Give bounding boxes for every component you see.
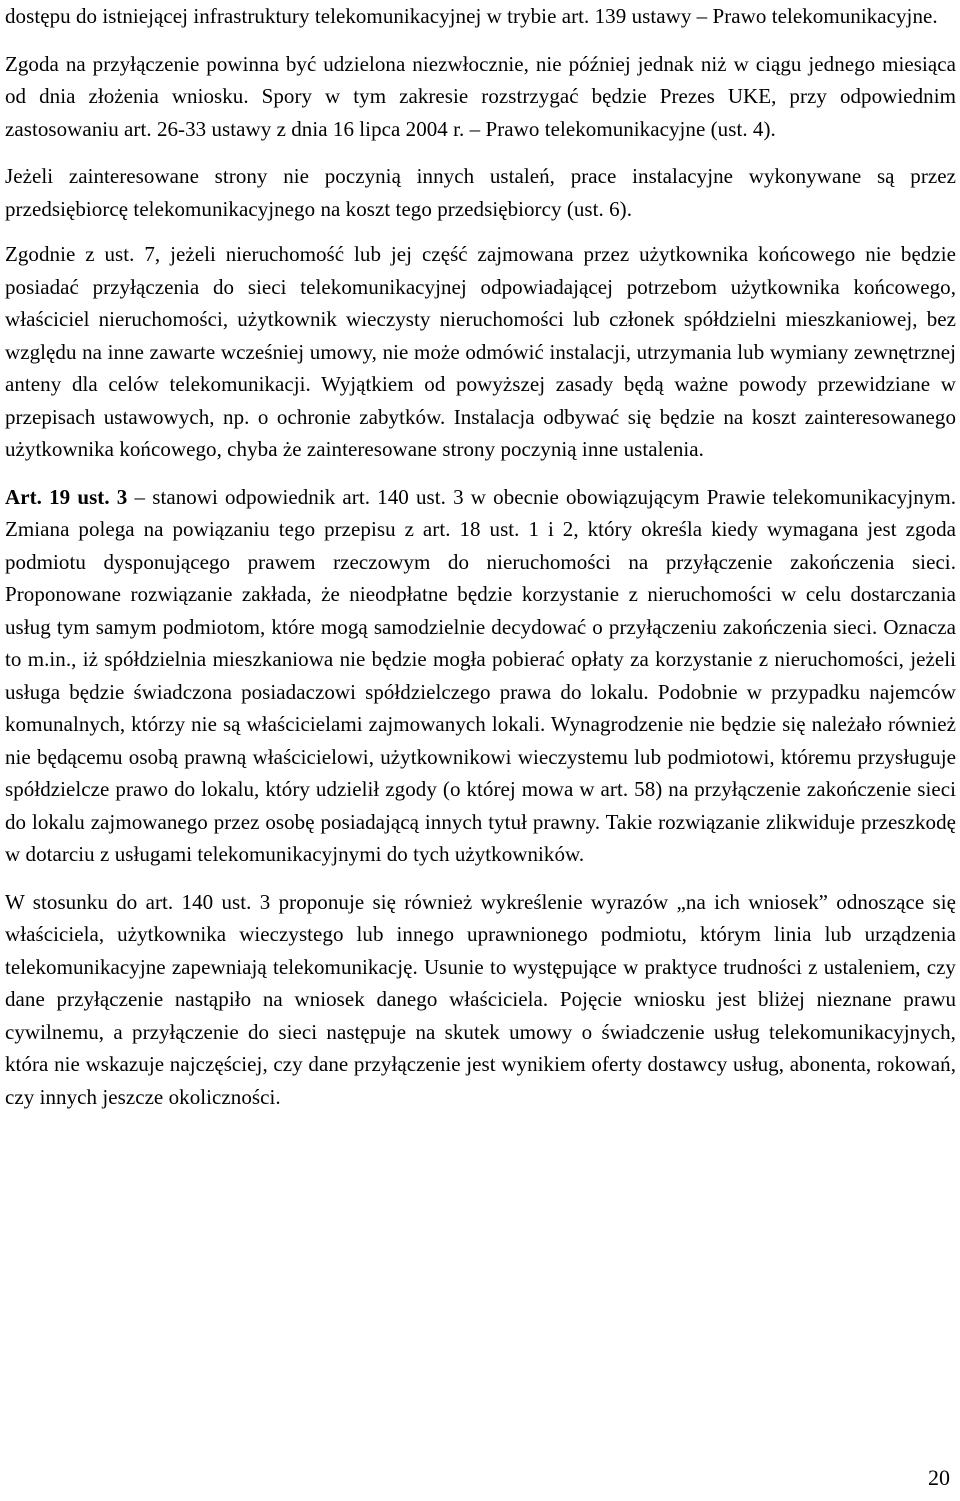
- paragraph-intro: dostępu do istniejącej infrastruktury telekomunikacyjnej w trybie art. 139 ustawy – Prawo telekomunikacyjne.: [5, 4, 938, 28]
- paragraph-art19: [5, 481, 956, 871]
- article-commentary: – stanowi odpowiednik art. 140 ust. 3 w obecnie obowiązującym Prawie telekomunikacyjnym. Zmiana polega na powiązaniu tego przepisu z art. 18 ust. 1 i 2, który określa kiedy wymagana jest zgoda podmiotu dysponującego prawem rzeczowym do nieruchomości na przyłączenie zakończenia sieci. Proponowane rozwiązanie zakłada, że nieodpłatne będzie korzystanie z nieruchomości w celu dostarczania usług tym samym podmiotom, które mogą samodzielnie decydować o przyłączeniu zakończenia sieci. Oznacza to m.in., iż spółdzielnia mieszkaniowa nie będzie mogła pobierać opłaty za korzystanie z nieruchomości, jeżeli usługa będzie świadczona posiadaczowi spółdzielczego prawa do lokalu. Podobnie w przypadku najemców komunalnych, którzy nie są właścicielami zajmowanych lokali. Wynagrodzenie nie będzie się należało również nie będącemu osobą prawną właścicielowi, użytkownikowi wieczystemu lub podmiotowi, któremu przysługuje spółdzielcze prawo do lokalu, który udzielił zgody (o której mowa w art. 58) na przyłączenie zakończenie sieci do lokalu zajmowanego przez osobę posiadającą innych tytuł prawny. Takie rozwiązanie zlikwiduje przeszkodę w dotarciu z usługami telekomunikacyjnymi do tych użytkowników.: [5, 484, 957, 866]
- page-number: 20: [928, 1465, 950, 1490]
- article-reference: Art. 19 ust. 3: [5, 484, 128, 509]
- paragraph-art140: W stosunku do art. 140 ust. 3 proponuje się również wykreślenie wyrazów „na ich wniosek” odnoszące się właściciela, użytkownika wieczystego lub innego uprawnionego podmiotu, którym linia lub urządzenia telekomunikacyjne zapewniają telekomunikację. Usunie to występujące w praktyce trudności z ustaleniem, czy dane przyłączenie nastąpiło na wniosek danego właściciela. Pojęcie wniosku jest bliżej nieznane prawu cywilnemu, a przyłączenie do sieci następuje na skutek umowy o świadczenie usług telekomunikacyjnych, która nie wskazuje najczęściej, czy dane przyłączenie jest wynikiem oferty dostawcy usług, abonenta, rokowań, czy innych jeszcze okoliczności.: [5, 889, 956, 1109]
- paragraph-consent: Zgoda na przyłączenie powinna być udzielona niezwłocznie, nie później jednak niż w ciągu jednego miesiąca od dnia złożenia wniosku. Spory w tym zakresie rozstrzygać będzie Prezes UKE, przy odpowiednim zastosowaniu art. 26-33 ustawy z dnia 16 lipca 2004 r. – Prawo telekomunikacyjne (ust. 4).: [5, 51, 956, 141]
- document-page: [5, 0, 956, 1113]
- paragraph-antenna: Zgodnie z ust. 7, jeżeli nieruchomość lub jej część zajmowana przez użytkownika końcowego nie będzie posiadać przyłączenia do sieci telekomunikacyjnej odpowiadającej potrzebom użytkownika końcowego, właściciel nieruchomości, użytkownik wieczysty nieruchomości lub członek spółdzielni mieszkaniowej, bez względu na inne zawarte wcześniej umowy, nie może odmówić instalacji, utrzymania lub wymiany zewnętrznej anteny dla celów telekomunikacji. Wyjątkiem od powyższej zasady będą ważne powody przewidziane w przepisach ustawowych, np. o ochronie zabytków. Instalacja odbywać się będzie na koszt zainteresowanego użytkownika końcowego, chyba że zainteresowane strony poczynią inne ustalenia.: [5, 242, 956, 461]
- paragraph-installation-cost: Jeżeli zainteresowane strony nie poczynią innych ustaleń, prace instalacyjne wykonywane są przez przedsiębiorcę telekomunikacyjnego na koszt tego przedsiębiorcy (ust. 6).: [5, 164, 956, 221]
